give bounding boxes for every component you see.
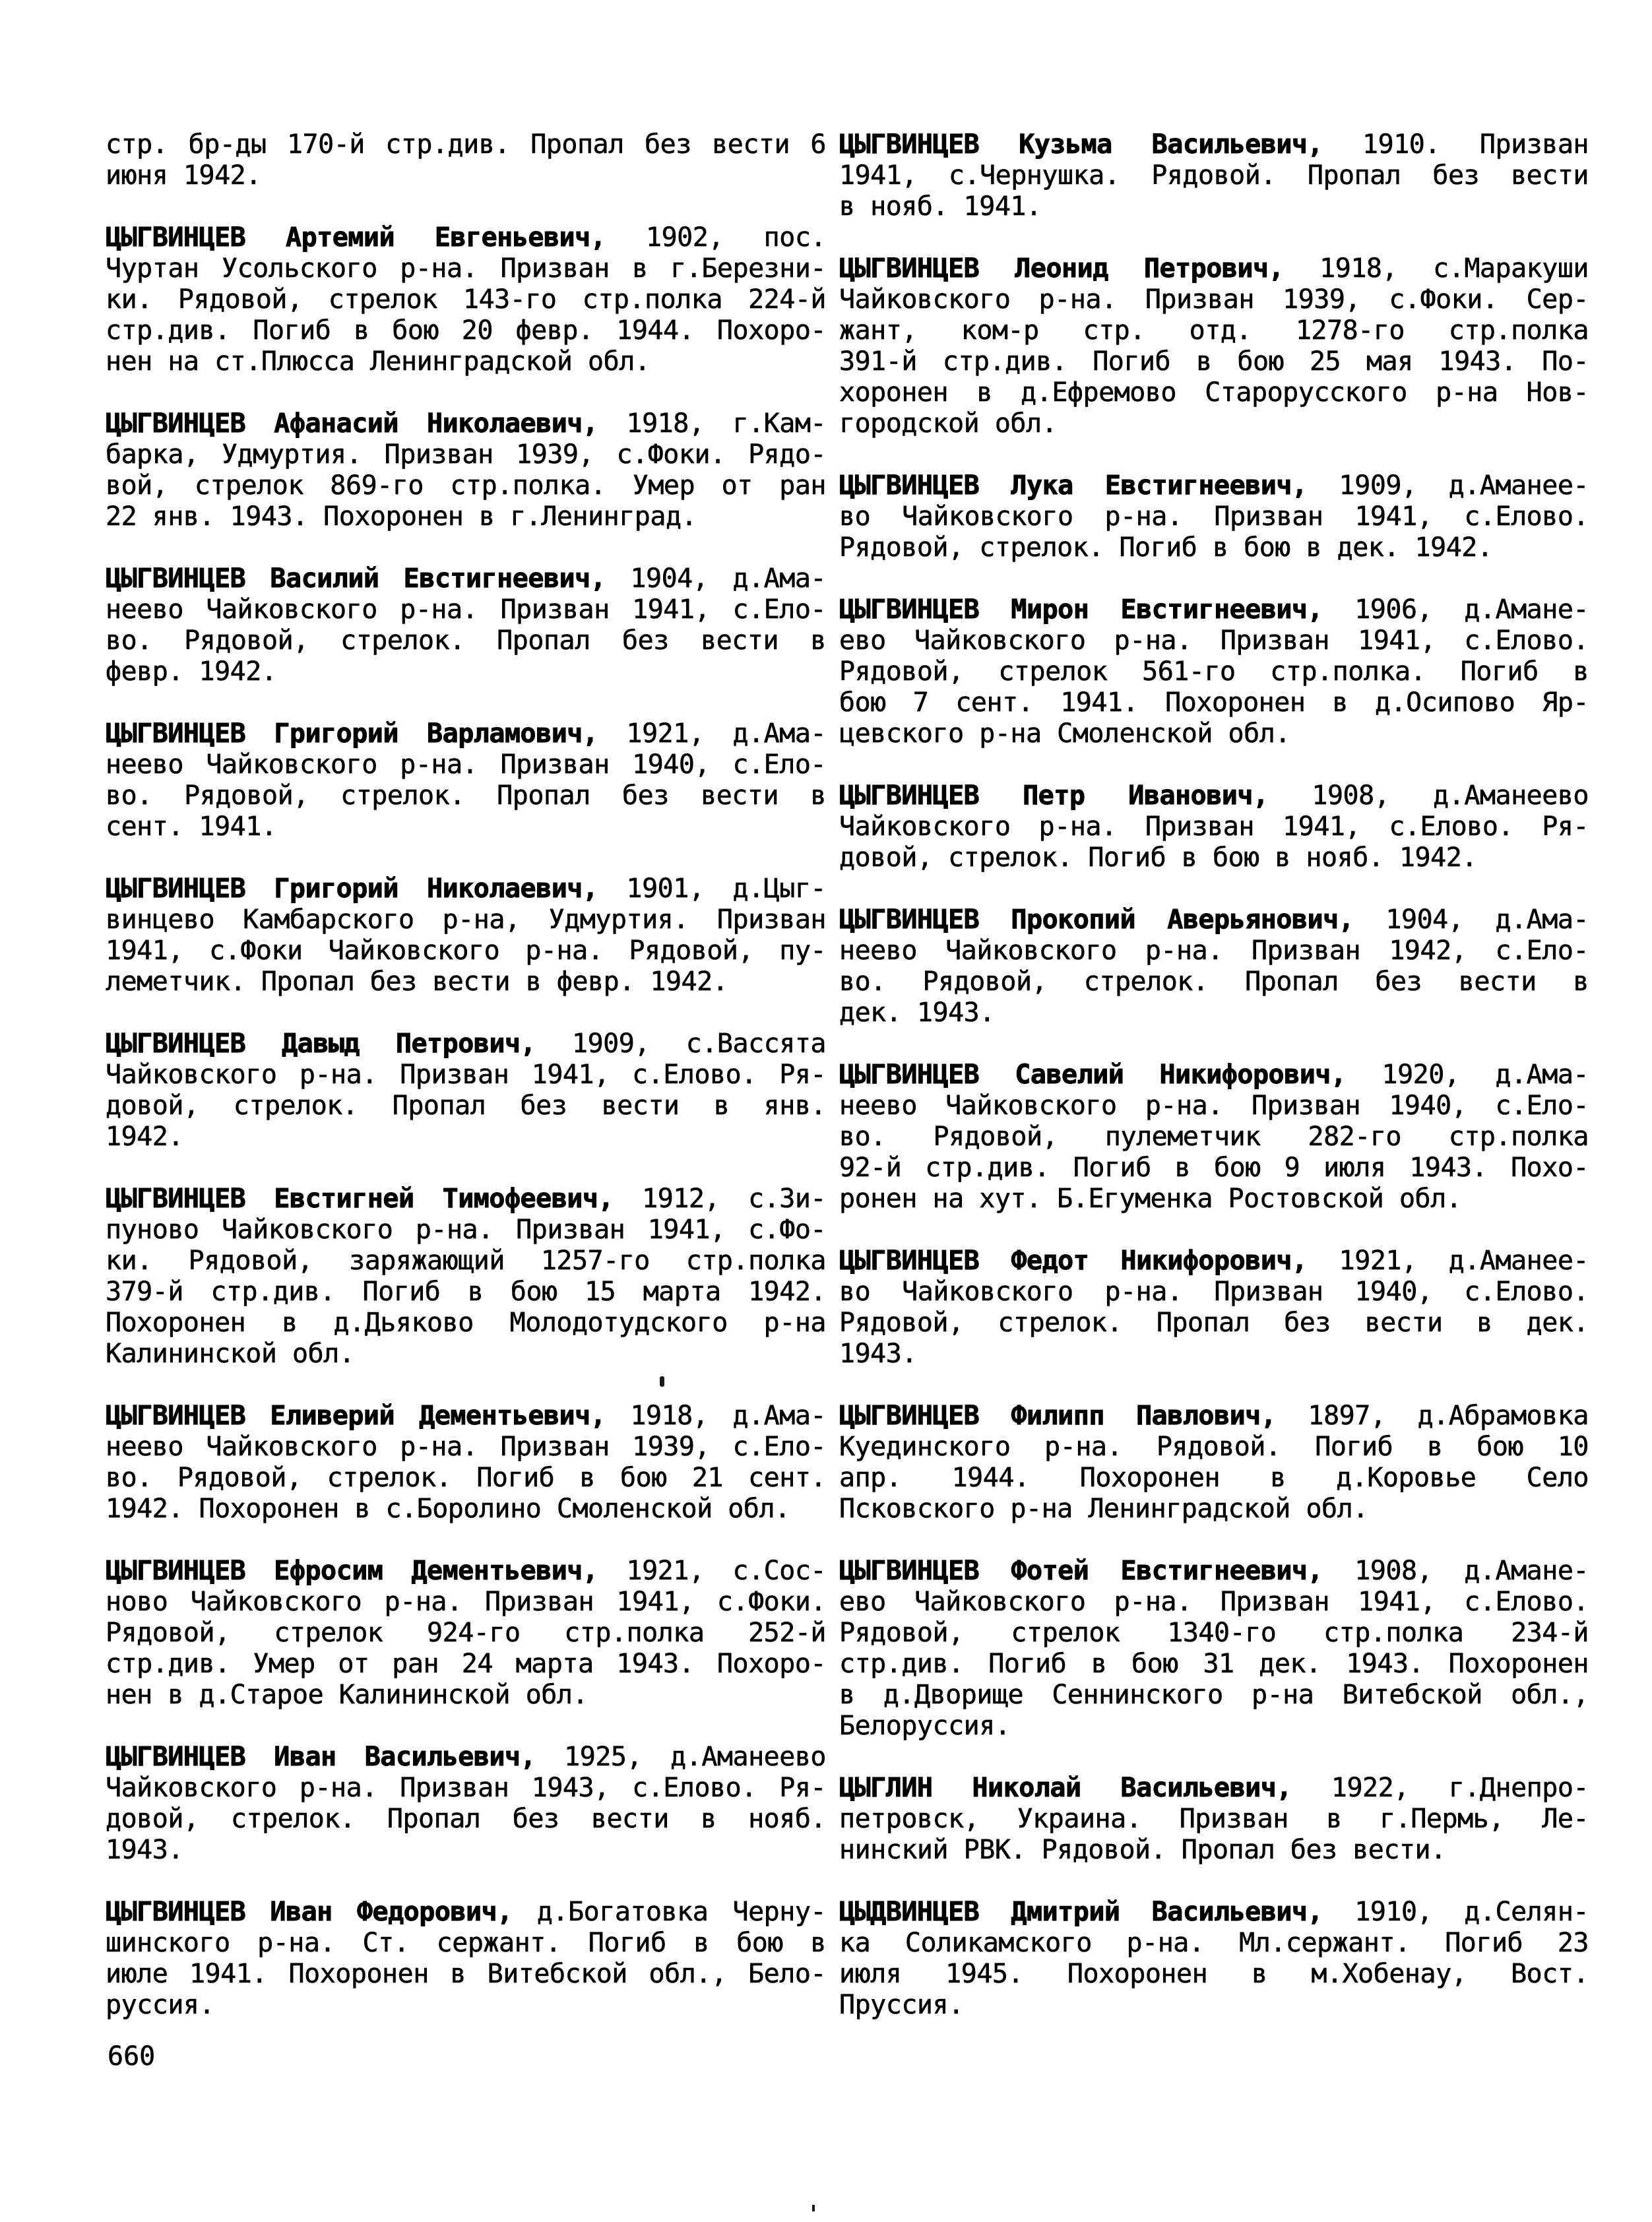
entry-line: неево Чайковского р-на. Призван 1942, с.Ело- xyxy=(839,936,1589,966)
entry-line: ки. Рядовой, стрелок 143-го стр.полка 224-й xyxy=(106,284,826,315)
entry-line: довой, стрелок. Пропал без вести в нояб. xyxy=(106,1804,826,1834)
entry-line: ЦЫГВИНЦЕВ Григорий Варламович, 1921, д.Ама- xyxy=(106,718,826,749)
memorial-entry xyxy=(839,1401,1589,1525)
page-number: 660 xyxy=(108,2041,156,2072)
entry-line: во. Рядовой, пулеметчик 282-го стр.полка xyxy=(839,1122,1589,1152)
entry-line: ЦЫГВИНЦЕВ Афанасий Николаевич, 1918, г.Кам- xyxy=(106,408,826,439)
left-column xyxy=(106,129,826,2052)
scan-speck xyxy=(812,2205,815,2211)
entry-line: пуново Чайковского р-на. Призван 1941, с.Фо- xyxy=(106,1215,826,1245)
entry-name: ЦЫГВИНЦЕВ Фотей Евстигнеевич, xyxy=(839,1556,1323,1586)
entry-name: ЦЫГВИНЦЕВ Василий Евстигнеевич, xyxy=(106,563,606,594)
entry-line: ново Чайковского р-на. Призван 1941, с.Фоки. xyxy=(106,1587,826,1617)
memorial-entry xyxy=(839,129,1589,222)
memorial-entry xyxy=(839,1773,1589,1866)
entry-line: нен на ст.Плюсса Ленинградской обл. xyxy=(106,346,651,377)
entry-line: во. Рядовой, стрелок. Погиб в бою 21 сент. xyxy=(106,1463,826,1493)
memorial-entry xyxy=(106,718,826,842)
entry-line: в д.Дворище Сеннинского р-на Витебской обл., xyxy=(839,1680,1589,1710)
entry-name: ЦЫГВИНЦЕВ Петр Иванович, xyxy=(839,780,1269,811)
entry-line: винцево Камбарского р-на, Удмуртия. Призван xyxy=(106,905,826,935)
entry-name: ЦЫГВИНЦЕВ Ефросим Дементьевич, xyxy=(106,1556,598,1586)
entry-name: ЦЫГВИНЦЕВ Иван Федорович, xyxy=(106,1897,513,1927)
entry-line: Рядовой, стрелок 1340-го стр.полка 234-й xyxy=(839,1618,1589,1648)
entry-line: Рядовой, стрелок 924-го стр.полка 252-й xyxy=(106,1618,826,1648)
entry-line: во. Рядовой, стрелок. Пропал без вести в xyxy=(106,780,826,811)
entry-line: июля 1945. Похоронен в м.Хобенау, Вост. xyxy=(839,1959,1589,1989)
memorial-entry xyxy=(839,1246,1589,1370)
entry-line: дек. 1943. xyxy=(839,998,995,1028)
entry-line: неево Чайковского р-на. Призван 1939, с.Ело- xyxy=(106,1432,826,1462)
entry-line: Чайковского р-на. Призван 1939, с.Фоки. Сер- xyxy=(839,284,1589,315)
entry-line: ЦЫГВИНЦЕВ Ефросим Дементьевич, 1921, с.Сос- xyxy=(106,1556,826,1586)
memorial-entry xyxy=(839,1897,1589,2021)
entry-line: ево Чайковского р-на. Призван 1941, с.Елово. xyxy=(839,625,1589,656)
entry-line: неево Чайковского р-на. Призван 1941, с.Ело- xyxy=(106,594,826,625)
entry-line: во. Рядовой, стрелок. Пропал без вести в xyxy=(106,625,826,656)
entry-line: Куединского р-на. Рядовой. Погиб в бою 10 xyxy=(839,1432,1589,1462)
memorial-entry xyxy=(106,873,826,998)
entry-name: ЦЫГВИНЦЕВ Еливерий Дементьевич, xyxy=(106,1401,606,1431)
entry-line: 1942. Похоронен в с.Боролино Смоленской обл. xyxy=(106,1494,790,1524)
entry-line: неево Чайковского р-на. Призван 1940, с.Ело- xyxy=(106,749,826,780)
entry-line: ЦЫГВИНЦЕВ Савелий Никифорович, 1920, д.Ама- xyxy=(839,1060,1589,1090)
memorial-entry xyxy=(106,1029,826,1153)
entry-line: ЦЫГВИНЦЕВ Василий Евстигнеевич, 1904, д.Ама- xyxy=(106,563,826,594)
entry-line: июня 1942. xyxy=(106,160,261,191)
entry-line: стр.див. Погиб в бою 31 дек. 1943. Похоронен xyxy=(839,1649,1589,1679)
scan-speck xyxy=(660,1376,664,1387)
memorial-entry xyxy=(106,1401,826,1525)
entry-name: ЦЫГВИНЦЕВ Иван Васильевич, xyxy=(106,1742,536,1772)
entry-line: ЦЫГЛИН Николай Васильевич, 1922, г.Днепро- xyxy=(839,1773,1589,1803)
entry-name: ЦЫГВИНЦЕВ Федот Никифорович, xyxy=(839,1246,1308,1276)
entry-line: жант, ком-р стр. отд. 1278-го стр.полка xyxy=(839,315,1589,346)
entry-line: 22 янв. 1943. Похоронен в г.Ленинград. xyxy=(106,501,697,532)
entry-name: ЦЫГЛИН Николай Васильевич, xyxy=(839,1773,1292,1803)
entry-line: Пруссия. xyxy=(839,1990,964,2020)
entry-line: ЦЫГВИНЦЕВ Петр Иванович, 1908, д.Аманеево xyxy=(839,780,1589,811)
entry-line: сент. 1941. xyxy=(106,811,277,842)
entry-line: леметчик. Пропал без вести в февр. 1942. xyxy=(106,967,728,997)
entry-line: стр. бр-ды 170-й стр.див. Пропал без вести 6 xyxy=(106,129,826,160)
entry-line: апр. 1944. Похоронен в д.Коровье Село xyxy=(839,1463,1589,1493)
entry-name: ЦЫГВИНЦЕВ Евстигней Тимофеевич, xyxy=(106,1184,614,1214)
entry-line: ЦЫГВИНЦЕВ Григорий Николаевич, 1901, д.Цыг- xyxy=(106,873,826,904)
memorial-entry xyxy=(106,408,826,532)
entry-line: ЦЫГВИНЦЕВ Иван Васильевич, 1925, д.Аманеево xyxy=(106,1742,826,1772)
entry-line: ЦЫГВИНЦЕВ Артемий Евгеньевич, 1902, пос. xyxy=(106,222,826,253)
entry-line: ЦЫГВИНЦЕВ Евстигней Тимофеевич, 1912, с.Зи- xyxy=(106,1184,826,1214)
entry-line: Рядовой, стрелок 561-го стр.полка. Погиб в xyxy=(839,656,1589,687)
entry-name: ЦЫГВИНЦЕВ Афанасий Николаевич, xyxy=(106,408,598,439)
entry-line: Калининской обл. xyxy=(106,1339,355,1369)
memorial-entry xyxy=(106,1556,826,1711)
entry-name: ЦЫГВИНЦЕВ Савелий Никифорович, xyxy=(839,1060,1347,1090)
entry-line: ЦЫГВИНЦЕВ Федот Никифорович, 1921, д.Аманее- xyxy=(839,1246,1589,1276)
entry-line: нинский РВК. Рядовой. Пропал без вести. xyxy=(839,1835,1446,1865)
entry-line: ЦЫГВИНЦЕВ Лука Евстигнеевич, 1909, д.Аманее- xyxy=(839,470,1589,501)
entry-line: барка, Удмуртия. Призван 1939, с.Фоки. Рядо- xyxy=(106,439,826,470)
memorial-entry xyxy=(839,905,1589,1029)
entry-line: бою 7 сент. 1941. Похоронен в д.Осипово Яр- xyxy=(839,687,1589,718)
entry-line: петровск, Украина. Призван в г.Пермь, Ле- xyxy=(839,1804,1589,1834)
memorial-entry xyxy=(839,594,1589,749)
entry-name: ЦЫГВИНЦЕВ Кузьма Васильевич, xyxy=(839,129,1323,160)
entry-line: нен в д.Старое Калининской обл. xyxy=(106,1680,588,1710)
entry-line: стр.див. Погиб в бою 20 февр. 1944. Похоро- xyxy=(106,315,826,346)
entry-line: ки. Рядовой, заряжающий 1257-го стр.полка xyxy=(106,1246,826,1276)
entry-line: июле 1941. Похоронен в Витебской обл., Бело- xyxy=(106,1959,826,1989)
entry-name: ЦЫГВИНЦЕВ Филипп Павлович, xyxy=(839,1401,1277,1431)
memorial-entry xyxy=(839,1060,1589,1215)
entry-name: ЦЫГВИНЦЕВ Артемий Евгеньевич, xyxy=(106,222,606,253)
entry-line: февр. 1942. xyxy=(106,656,277,687)
entry-line: ЦЫГВИНЦЕВ Филипп Павлович, 1897, д.Абрамовка xyxy=(839,1401,1589,1431)
entry-line: ЦЫГВИНЦЕВ Кузьма Васильевич, 1910. Призван xyxy=(839,129,1589,160)
entry-line: ЦЫГВИНЦЕВ Иван Федорович, д.Богатовка Черну- xyxy=(106,1897,826,1927)
entry-line: ка Соликамского р-на. Мл.сержант. Погиб 23 xyxy=(839,1928,1589,1958)
entry-name: ЦЫГВИНЦЕВ Леонид Петрович, xyxy=(839,253,1285,284)
entry-line: ЦЫГВИНЦЕВ Фотей Евстигнеевич, 1908, д.Амане- xyxy=(839,1556,1589,1586)
entry-line: 1943. xyxy=(839,1339,917,1369)
entry-line: шинского р-на. Ст. сержант. Погиб в бою в xyxy=(106,1928,826,1958)
entry-line: стр.див. Умер от ран 24 марта 1943. Похоро- xyxy=(106,1649,826,1679)
entry-line: довой, стрелок. Погиб в бою в нояб. 1942. xyxy=(839,842,1477,873)
entry-line: ЦЫГВИНЦЕВ Мирон Евстигнеевич, 1906, д.Амане- xyxy=(839,594,1589,625)
entry-line: ЦЫДВИНЦЕВ Дмитрий Васильевич, 1910, д.Селян- xyxy=(839,1897,1589,1927)
entry-line: цевского р-на Смоленской обл. xyxy=(839,718,1290,749)
memorial-entry xyxy=(106,1184,826,1370)
entry-line: руссия. xyxy=(106,1990,215,2020)
entry-name: ЦЫГВИНЦЕВ Григорий Варламович, xyxy=(106,718,598,749)
entry-line: Чайковского р-на. Призван 1941, с.Елово. Ря- xyxy=(106,1060,826,1090)
entry-line: Чайковского р-на. Призван 1941, с.Елово. Ря- xyxy=(839,811,1589,842)
memorial-entry xyxy=(106,222,826,377)
entry-name: ЦЫГВИНЦЕВ Давыд Петрович, xyxy=(106,1029,536,1059)
memorial-entry xyxy=(106,563,826,687)
entry-line: ево Чайковского р-на. Призван 1941, с.Елово. xyxy=(839,1587,1589,1617)
entry-line: во Чайковского р-на. Призван 1940, с.Елово. xyxy=(839,1277,1589,1307)
entry-line: 379-й стр.див. Погиб в бою 15 марта 1942. xyxy=(106,1277,826,1307)
entry-line: 1943. xyxy=(106,1835,183,1865)
entry-name: ЦЫДВИНЦЕВ Дмитрий Васильевич, xyxy=(839,1897,1323,1927)
entry-line: ЦЫГВИНЦЕВ Леонид Петрович, 1918, с.Маракуши xyxy=(839,253,1589,284)
memorial-entry xyxy=(839,253,1589,439)
entry-line: 391-й стр.див. Погиб в бою 25 мая 1943. По- xyxy=(839,346,1589,377)
entry-line: Чуртан Усольского р-на. Призван в г.Березни- xyxy=(106,253,826,284)
entry-line: Похоронен в д.Дьяково Молодотудского р-на xyxy=(106,1308,826,1338)
memorial-entry xyxy=(106,1897,826,2021)
entry-line: хоронен в д.Ефремово Старорусского р-на Нов- xyxy=(839,377,1589,408)
entry-line: Чайковского р-на. Призван 1943, с.Елово. Ря- xyxy=(106,1773,826,1803)
entry-line: довой, стрелок. Пропал без вести в янв. xyxy=(106,1091,826,1121)
entry-name: ЦЫГВИНЦЕВ Прокопий Аверьянович, xyxy=(839,905,1354,935)
entry-line: вой, стрелок 869-го стр.полка. Умер от ран xyxy=(106,470,826,501)
entry-line: неево Чайковского р-на. Призван 1940, с.Ело- xyxy=(839,1091,1589,1121)
entry-line: ЦЫГВИНЦЕВ Давыд Петрович, 1909, с.Вассята xyxy=(106,1029,826,1059)
memorial-entry xyxy=(106,129,826,191)
entry-name: ЦЫГВИНЦЕВ Мирон Евстигнеевич, xyxy=(839,594,1323,625)
entry-line: ЦЫГВИНЦЕВ Еливерий Дементьевич, 1918, д.Ама- xyxy=(106,1401,826,1431)
entry-line: ЦЫГВИНЦЕВ Прокопий Аверьянович, 1904, д.Ама- xyxy=(839,905,1589,935)
entry-line: 1941, с.Чернушка. Рядовой. Пропал без вести xyxy=(839,160,1589,191)
memorial-entry xyxy=(839,470,1589,563)
entry-line: ронен на хут. Б.Егуменка Ростовской обл. xyxy=(839,1184,1462,1214)
entry-line: в нояб. 1941. xyxy=(839,191,1042,222)
entry-line: городской обл. xyxy=(839,408,1058,439)
entry-line: 1942. xyxy=(106,1122,183,1152)
memorial-entry xyxy=(839,780,1589,873)
entry-line: Рядовой, стрелок. Пропал без вести в дек. xyxy=(839,1308,1589,1338)
memorial-entry xyxy=(839,1556,1589,1742)
entry-name: ЦЫГВИНЦЕВ Григорий Николаевич, xyxy=(106,873,598,904)
entry-line: 92-й стр.див. Погиб в бою 9 июля 1943. Похо- xyxy=(839,1153,1589,1183)
right-column xyxy=(839,129,1589,2052)
entry-line: Белоруссия. xyxy=(839,1711,1011,1741)
memorial-entry xyxy=(106,1742,826,1866)
entry-line: 1941, с.Фоки Чайковского р-на. Рядовой, пу- xyxy=(106,936,826,966)
entry-line: во. Рядовой, стрелок. Пропал без вести в xyxy=(839,967,1589,997)
entry-line: во Чайковского р-на. Призван 1941, с.Елово. xyxy=(839,501,1589,532)
entry-line: Рядовой, стрелок. Погиб в бою в дек. 1942. xyxy=(839,532,1493,563)
entry-line: Псковского р-на Ленинградской обл. xyxy=(839,1494,1368,1524)
entry-name: ЦЫГВИНЦЕВ Лука Евстигнеевич, xyxy=(839,470,1308,501)
